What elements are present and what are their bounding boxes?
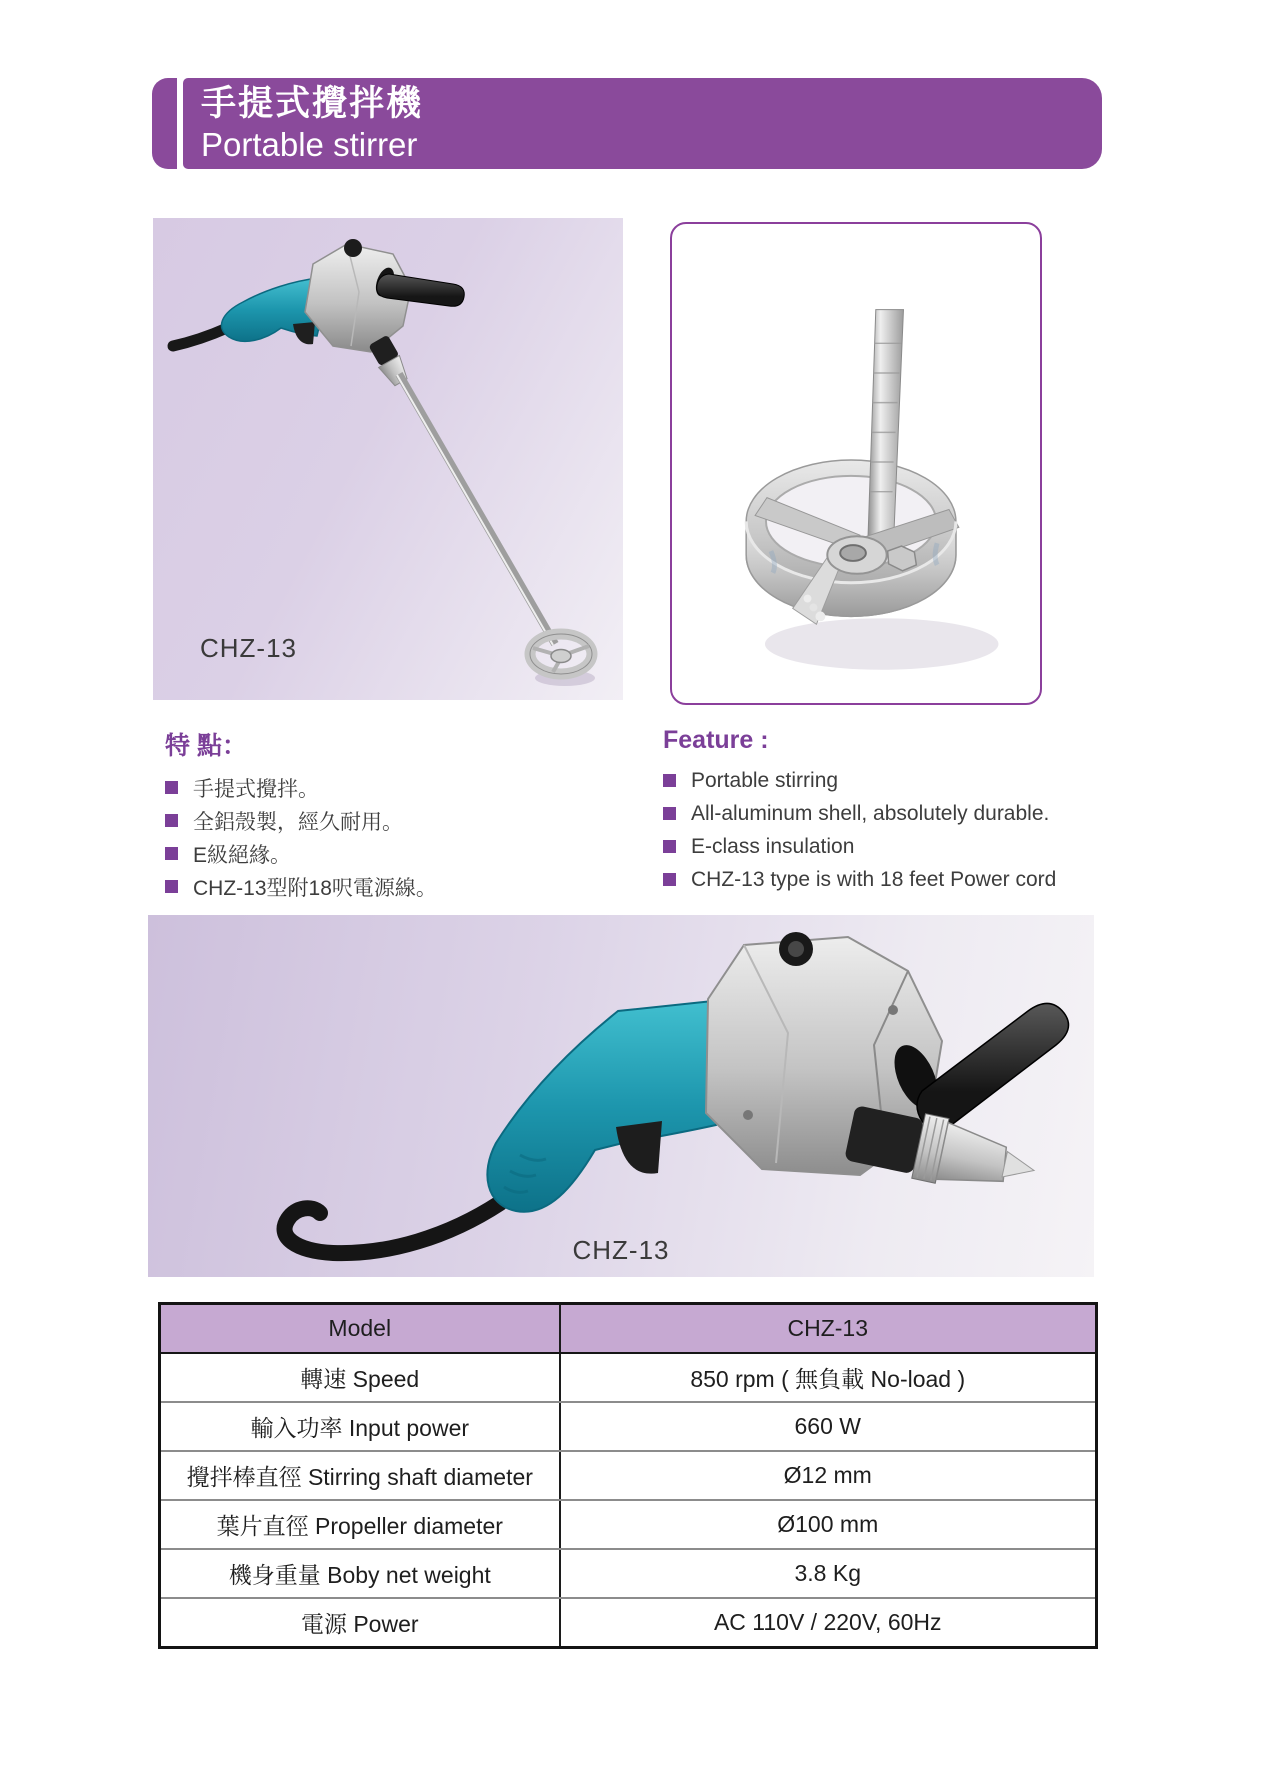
spec-label: 電源 Power <box>160 1598 560 1648</box>
left-photo-model-caption: CHZ-13 <box>200 633 298 663</box>
feature-text: 全鋁殼製，經久耐用。 <box>193 810 403 834</box>
page-title-en: Portable stirrer <box>201 126 418 163</box>
features-heading-en: Feature : <box>663 726 769 754</box>
spec-label: 葉片直徑 Propeller diameter <box>160 1500 560 1549</box>
stirrer-drill-photo <box>148 915 1094 1277</box>
feature-text: Portable stirring <box>691 768 839 792</box>
spec-label: 輸入功率 Input power <box>160 1402 560 1451</box>
spec-col-chz13: CHZ-13 <box>560 1304 1097 1354</box>
features-section-en <box>663 726 1173 896</box>
bullet-square-icon <box>165 847 178 860</box>
stirrer-with-shaft-illustration <box>153 218 623 700</box>
features-heading-zh: 特 點： <box>165 732 247 760</box>
feature-text: E-class insulation <box>691 834 855 858</box>
spec-label: 轉速 Speed <box>160 1353 560 1402</box>
bullet-square-icon <box>663 840 676 853</box>
feature-item-en <box>663 863 1173 896</box>
feature-item-zh <box>165 771 635 804</box>
table-row <box>160 1549 1097 1598</box>
spec-value: 660 W <box>560 1402 1097 1451</box>
feature-text: CHZ-13 type is with 18 feet Power cord <box>691 867 1057 891</box>
bullet-square-icon <box>663 807 676 820</box>
features-section-zh <box>165 726 635 903</box>
spec-table <box>158 1302 1098 1649</box>
feature-item-zh <box>165 804 635 837</box>
table-row <box>160 1451 1097 1500</box>
feature-item-en <box>663 764 1173 797</box>
stirrer-drill-illustration <box>148 915 1094 1277</box>
feature-text: E級絕緣。 <box>193 843 292 867</box>
table-row <box>160 1598 1097 1648</box>
bullet-square-icon <box>165 781 178 794</box>
feature-item-zh <box>165 837 635 870</box>
features-list-en <box>663 764 1173 896</box>
spec-value: Ø12 mm <box>560 1451 1097 1500</box>
main-photo-model-caption: CHZ-13 <box>572 1235 670 1265</box>
spec-value: Ø100 mm <box>560 1500 1097 1549</box>
feature-text: CHZ-13型附18呎電源線。 <box>193 876 437 900</box>
table-row <box>160 1402 1097 1451</box>
bullet-square-icon <box>663 774 676 787</box>
bullet-square-icon <box>165 814 178 827</box>
bullet-square-icon <box>165 880 178 893</box>
feature-item-en <box>663 830 1173 863</box>
stirrer-with-shaft-photo <box>153 218 623 700</box>
table-row <box>160 1500 1097 1549</box>
table-row <box>160 1353 1097 1402</box>
feature-text: 手提式攪拌。 <box>193 777 319 801</box>
feature-item-en <box>663 797 1173 830</box>
banner-left-cap <box>152 78 177 169</box>
spec-col-model: Model <box>160 1304 560 1354</box>
page-banner <box>183 78 1102 169</box>
spec-label: 機身重量 Boby net weight <box>160 1549 560 1598</box>
spec-label: 攪拌棒直徑 Stirring shaft diameter <box>160 1451 560 1500</box>
feature-text: All-aluminum shell, absolutely durable. <box>691 801 1050 825</box>
propeller-photo <box>670 222 1042 705</box>
bullet-square-icon <box>663 873 676 886</box>
page-title-zh: 手提式攪拌機 <box>201 84 424 123</box>
propeller-illustration <box>672 224 1040 703</box>
features-list-zh <box>165 771 635 903</box>
spec-value: AC 110V / 220V, 60Hz <box>560 1598 1097 1648</box>
spec-value: 3.8 Kg <box>560 1549 1097 1598</box>
spec-table-header-row <box>160 1304 1097 1354</box>
spec-value: 850 rpm ( 無負載 No-load ) <box>560 1353 1097 1402</box>
feature-item-zh <box>165 870 635 903</box>
